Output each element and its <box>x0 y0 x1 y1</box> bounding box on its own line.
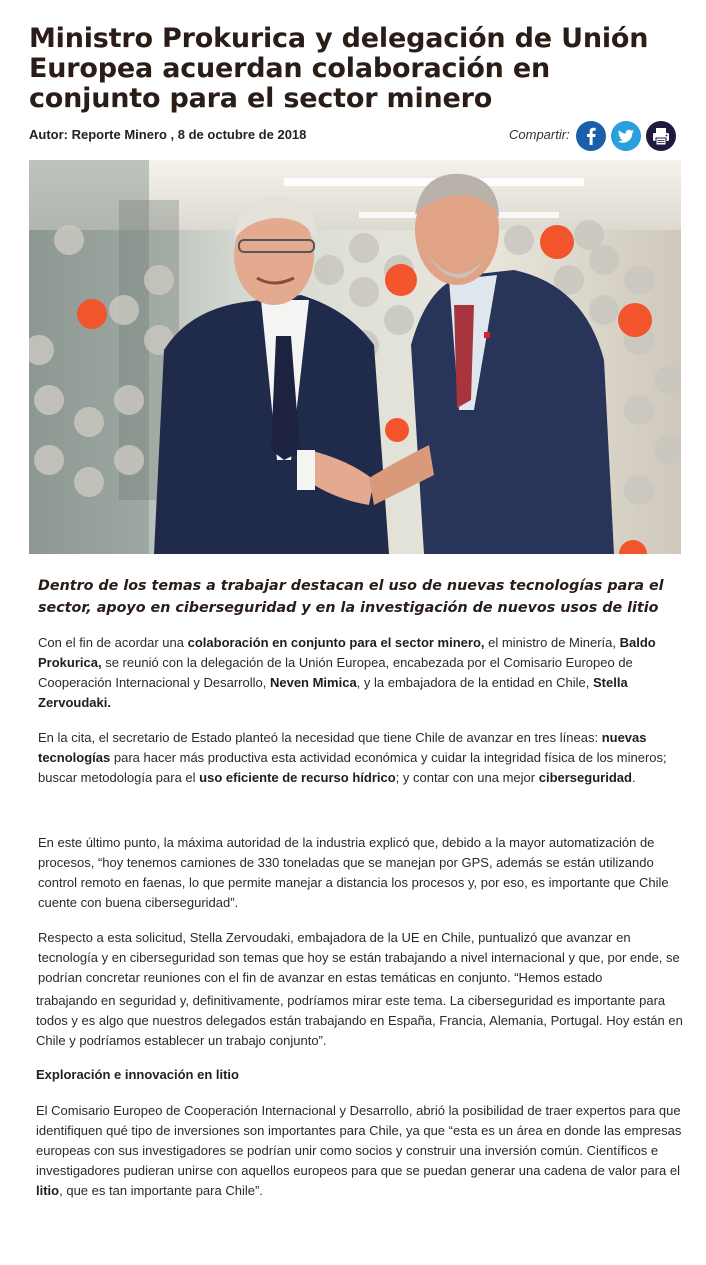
facebook-icon[interactable] <box>576 121 606 151</box>
article-title: Ministro Prokurica y delegación de Unión Europea acuerdan colaboración en conjunto para el sector minero <box>29 23 649 114</box>
paragraph-1: Con el fin de acordar una colaboración en conjunto para el sector minero, el ministro de Minería, Baldo Prokurica, se reunió con la delegación de la Unión Europea, encabezada por el Comisario Europeo de Cooperación Internacional y Desarrollo, Neven Mimica, y la embajadora de la entidad en Chile, Stella Zervoudaki. <box>38 635 656 710</box>
paragraph-2: En la cita, el secretario de Estado planteó la necesidad que tiene Chile de avanzar en tres líneas: nuevas tecnologías para hacer más productiva esta actividad económica y cuidar la integridad física de los mineros; buscar metodología para el uso eficiente de recurso hídrico; y contar con una mejor ciberseguridad. <box>38 730 667 785</box>
paragraph-5: trabajando en seguridad y, definitivamente, podríamos mirar este tema. La ciberseguridad es importante para todos y es algo que nuestros delegados están trabajando en España, Francia, Alemania, Portugal. Hoy están en Chile y podríamos establecer un trabajo conjunto”. <box>36 993 683 1048</box>
section-heading: Exploración e innovación en litio <box>36 1067 239 1082</box>
paragraph-4: Respecto a esta solicitud, Stella Zervoudaki, embajadora de la UE en Chile, puntualizó que avanzar en tecnología y en ciberseguridad son temas que hoy se están trabajando a nivel internacional y que, por ende, se podrían concretar reuniones con el fin de avanzar en estas temáticas en conjunto. “Hemos estado <box>38 930 680 985</box>
article-lead: Dentro de los temas a trabajar destacan el uso de nuevas tecnologías para el sector, apoyo en ciberseguridad y en la investigación de nuevos usos de litio <box>38 578 664 616</box>
paragraph-6: El Comisario Europeo de Cooperación Internacional y Desarrollo, abrió la posibilidad de traer expertos para que identifiquen qué tipo de inversiones son importantes para Chile, ya que “esta es un área en donde las empresas europeas con sus investigadores se podrían unir como socios y construir una inversión común. Científicos e investigadores pudieran unirse con aquellos europeos para que se puedan generar una cadena de valor para el litio, que es tan importante para Chile”. <box>36 1103 682 1198</box>
article-meta: Autor: Reporte Minero , 8 de octubre de 2018 <box>29 127 307 142</box>
twitter-icon[interactable] <box>611 121 641 151</box>
article-photo <box>29 160 681 554</box>
share-label: Compartir: <box>509 127 570 142</box>
print-icon[interactable] <box>646 121 676 151</box>
paragraph-3: En este último punto, la máxima autoridad de la industria explicó que, debido a la mayor automatización de procesos, “hoy tenemos camiones de 330 toneladas que se manejan por GPS, además se están utilizando control remoto en faenas, lo que permite manejar a distancia los procesos y, por eso, es importante que Chile cuente con buena ciberseguridad”. <box>38 835 669 910</box>
